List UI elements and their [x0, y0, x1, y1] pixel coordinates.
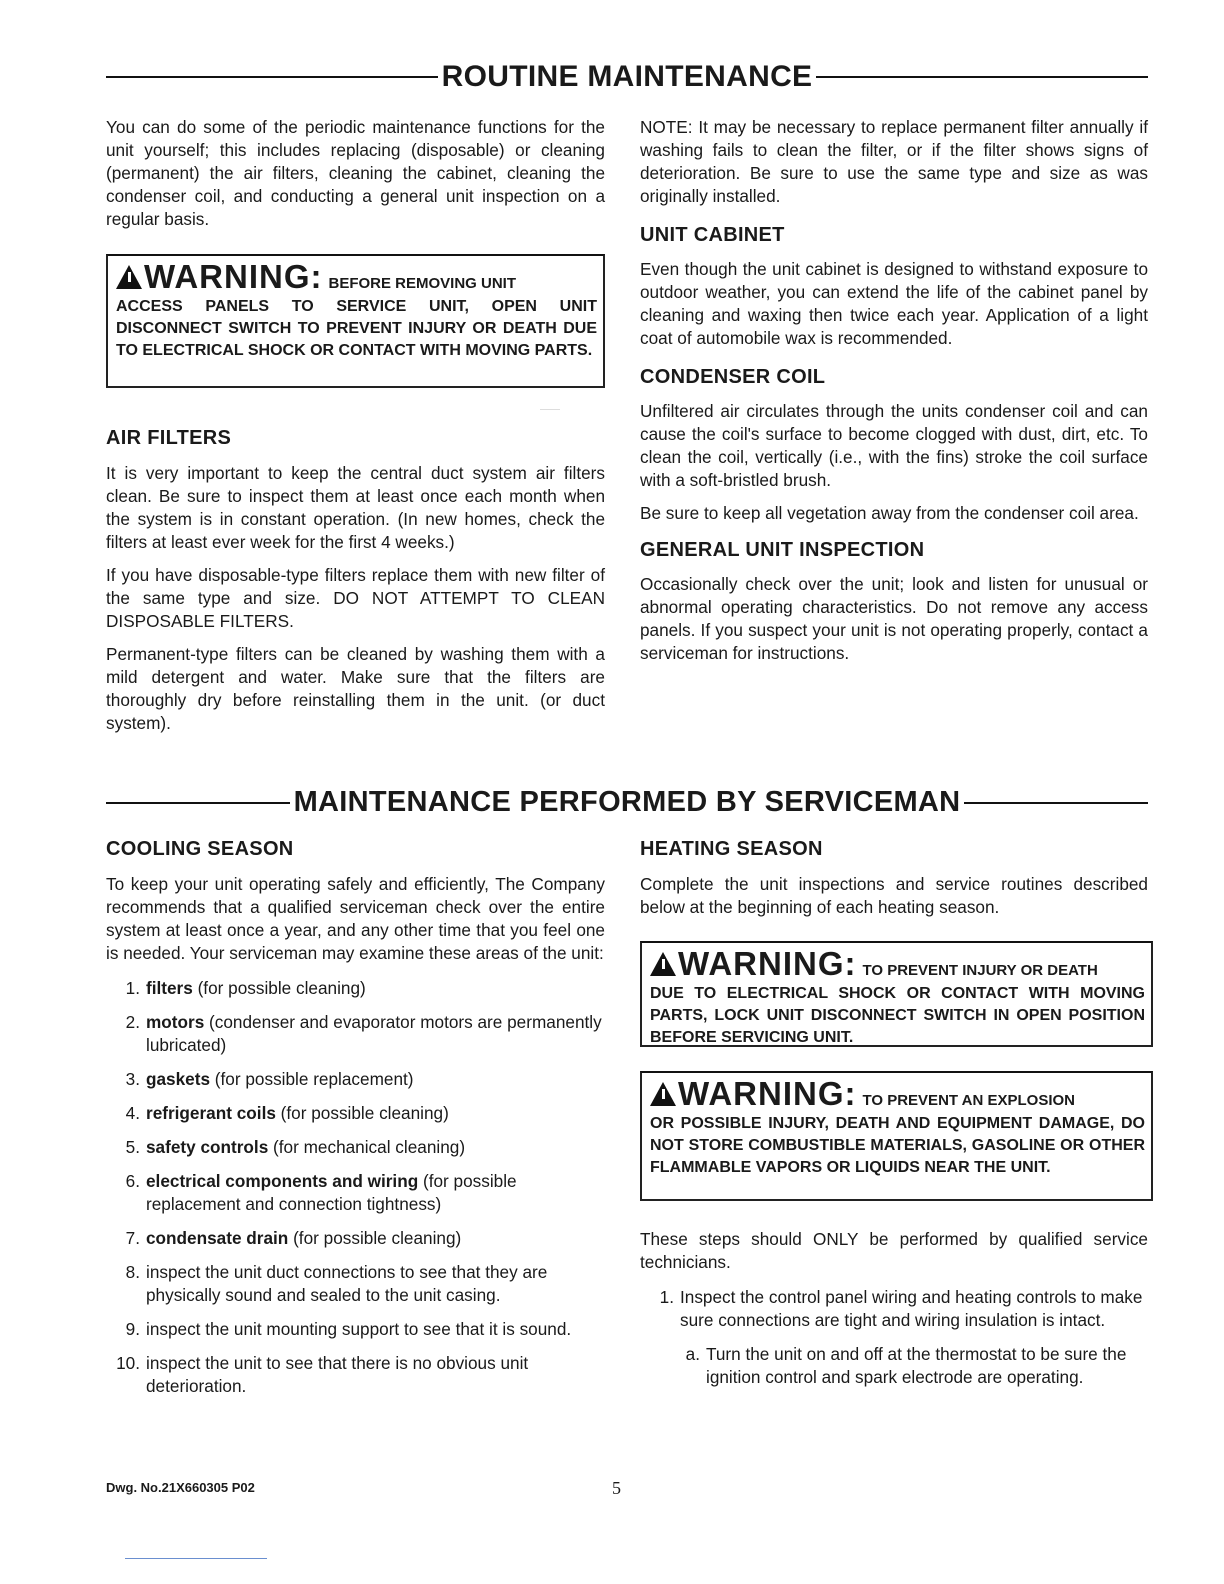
- item-keyword: refrigerant coils: [146, 1103, 276, 1123]
- item-text: [146, 1011, 605, 1057]
- item-detail: (for possible replacement): [210, 1069, 414, 1089]
- routine-right-column: [640, 116, 1148, 675]
- heating-steps: [640, 1228, 1148, 1400]
- item-detail: (for possible cleaning): [192, 978, 366, 998]
- item-number: 7.: [125, 1228, 140, 1248]
- cooling-season-section: [106, 838, 605, 1409]
- general-inspection-p1: Occasionally check over the unit; look and listen for unusual or abnormal operating characteristics. Do not remove any access panels. If you suspect your unit is not operating properly, contact a serviceman for instructions.: [640, 574, 1148, 663]
- routine-intro: You can do some of the periodic maintenance functions for the unit yourself; this includes replacing (disposable) or cleaning (permanent) the air filters, cleaning the cabinet, cleaning the condenser coil, and conducting a general unit inspection on a regular basis.: [106, 117, 605, 229]
- heating-season-heading: HEATING SEASON: [640, 838, 823, 860]
- item-number: 3.: [125, 1069, 140, 1089]
- bottom-rule: [125, 1558, 267, 1559]
- cooling-checklist-item: [106, 1068, 605, 1091]
- air-filters-heading: AIR FILTERS: [106, 427, 232, 449]
- item-text: [146, 1170, 605, 1216]
- condenser-coil-heading: CONDENSER COIL: [640, 366, 826, 388]
- warning-triangle-icon: [650, 1082, 676, 1106]
- item-keyword: safety controls: [146, 1137, 269, 1157]
- cooling-checklist-item: [106, 1136, 605, 1159]
- item-number: 4.: [125, 1103, 140, 1123]
- warning-word: WARNING:: [678, 945, 857, 982]
- warning-word: WARNING:: [678, 1075, 857, 1112]
- item-number: 5.: [125, 1137, 140, 1157]
- cooling-season-intro: To keep your unit operating safely and efficiently, The Company recommends that a qualified serviceman check over the entire system at least once a year, and any other time that you feel one is needed. Your serviceman may examine these areas of the unit:: [106, 874, 605, 963]
- heating-season-intro: Complete the unit inspections and service routines described below at the beginning of each heating season.: [640, 874, 1148, 917]
- air-filters-p3: Permanent-type filters can be cleaned by washing them with a mild detergent and water. Make sure that the filters are thoroughly dry before reinstalling them in the unit. (or duct system).: [106, 644, 605, 733]
- cooling-season-heading: COOLING SEASON: [106, 838, 294, 860]
- warning-heading: [650, 1075, 1145, 1113]
- item-number: 2.: [125, 1012, 140, 1032]
- unit-cabinet-heading: UNIT CABINET: [640, 224, 785, 246]
- warning-triangle-icon: [116, 265, 142, 289]
- item-text: [146, 1068, 605, 1091]
- item-text: [146, 1102, 605, 1125]
- item-number: 6.: [125, 1171, 140, 1191]
- heating-season-section: [640, 838, 1148, 929]
- heating-step-list: [640, 1286, 1148, 1389]
- warning-body: DUE TO ELECTRICAL SHOCK OR CONTACT WITH MOVING PARTS, LOCK UNIT DISCONNECT SWITCH IN OPEN POSITION BEFORE SERVICING UNIT.: [650, 985, 1145, 1046]
- warning-box-explosion: [640, 1071, 1153, 1201]
- warning-lead: TO PREVENT INJURY OR DEATH: [862, 962, 1098, 979]
- air-filters-p1: It is very important to keep the central duct system air filters clean. Be sure to inspect them at least once each month when the system is in constant operation. (In new homes, check the filters at least ever week for the first 4 weeks.): [106, 463, 605, 552]
- item-number: 9.: [125, 1319, 140, 1339]
- cooling-checklist: [106, 977, 605, 1398]
- cooling-checklist-item: [106, 1318, 605, 1341]
- cooling-checklist-item: [106, 977, 605, 1000]
- item-keyword: filters: [146, 978, 193, 998]
- item-number: 8.: [125, 1262, 140, 1282]
- warning-box-access-panels: [106, 254, 605, 388]
- item-keyword: electrical components and wiring: [146, 1171, 419, 1191]
- step-number: a.: [685, 1344, 700, 1364]
- warning-box-disconnect: [640, 941, 1153, 1047]
- cooling-checklist-item: [106, 1011, 605, 1057]
- item-text: [146, 1352, 605, 1398]
- item-text: [146, 1227, 605, 1250]
- item-detail: (condenser and evaporator motors are permanently lubricated): [146, 1012, 607, 1055]
- cooling-checklist-item: [106, 1227, 605, 1250]
- technicians-note: These steps should ONLY be performed by qualified service technicians.: [640, 1229, 1148, 1272]
- item-detail: (for possible cleaning): [288, 1228, 462, 1248]
- warning-triangle-icon: [650, 952, 676, 976]
- item-number: 1.: [125, 978, 140, 998]
- warning-body: OR POSSIBLE INJURY, DEATH AND EQUIPMENT DAMAGE, DO NOT STORE COMBUSTIBLE MATERIALS, GASOLINE OR OTHER FLAMMABLE VAPORS OR LIQUIDS NEAR THE UNIT.: [650, 1115, 1145, 1176]
- item-text: [146, 1261, 605, 1307]
- banner-rule-left: [106, 802, 290, 804]
- serviceman-maintenance-title: MAINTENANCE PERFORMED BY SERVICEMAN: [293, 786, 961, 818]
- warning-body: ACCESS PANELS TO SERVICE UNIT, OPEN UNIT DISCONNECT SWITCH TO PREVENT INJURY OR DEATH DUE TO ELECTRICAL SHOCK OR CONTACT WITH MOVING PARTS.: [116, 298, 597, 359]
- cooling-checklist-item: [106, 1170, 605, 1216]
- air-filters-p2: If you have disposable-type filters replace them with new filter of the same type and size. DO NOT ATTEMPT TO CLEAN DISPOSABLE FILTERS.: [106, 565, 605, 631]
- banner-rule-right: [816, 76, 1148, 78]
- cooling-checklist-item: [106, 1352, 605, 1398]
- heating-substep: [666, 1343, 1148, 1389]
- page-number: 5: [612, 1478, 621, 1498]
- serviceman-maintenance-banner: [106, 786, 1148, 819]
- item-detail: (for possible cleaning): [275, 1103, 449, 1123]
- warning-heading: [116, 258, 597, 296]
- item-detail: inspect the unit mounting support to see that it is sound.: [146, 1319, 572, 1339]
- routine-maintenance-title: ROUTINE MAINTENANCE: [441, 60, 813, 93]
- item-number: 10.: [116, 1353, 140, 1373]
- faint-mark: [540, 409, 560, 410]
- item-keyword: condensate drain: [146, 1228, 289, 1248]
- item-detail: (for possible replacement and connection tightness): [146, 1171, 522, 1214]
- routine-left-column: [106, 116, 605, 241]
- condenser-coil-p2: Be sure to keep all vegetation away from the condenser coil area.: [640, 503, 1139, 523]
- banner-rule-left: [106, 76, 438, 78]
- step-text: Turn the unit on and off at the thermostat to be sure the ignition control and spark electrode are operating.: [706, 1344, 1127, 1387]
- banner-rule-right: [964, 802, 1148, 804]
- warning-lead: TO PREVENT AN EXPLOSION: [862, 1092, 1076, 1109]
- air-filters-section: [106, 427, 605, 745]
- routine-maintenance-banner: [106, 60, 1148, 94]
- general-inspection-heading: GENERAL UNIT INSPECTION: [640, 539, 925, 561]
- item-text: [146, 1318, 605, 1341]
- item-keyword: gaskets: [146, 1069, 211, 1089]
- heating-step: [640, 1286, 1148, 1332]
- warning-word: WARNING:: [144, 258, 323, 295]
- cooling-checklist-item: [106, 1102, 605, 1125]
- step-text: Inspect the control panel wiring and heating controls to make sure connections are tight and wiring insulation is intact.: [680, 1287, 1143, 1330]
- step-number: 1.: [659, 1287, 674, 1307]
- item-keyword: motors: [146, 1012, 205, 1032]
- filter-note: NOTE: It may be necessary to replace permanent filter annually if washing fails to clean the filter, or if the filter shows signs of deterioration. Be sure to use the same type and size as was originally installed.: [640, 117, 1148, 206]
- item-text: [146, 977, 605, 1000]
- unit-cabinet-p1: Even though the unit cabinet is designed to withstand exposure to outdoor weather, you can extend the life of the cabinet panel by cleaning and waxing then twice each year. Application of a light coat of automobile wax is recommended.: [640, 259, 1148, 348]
- condenser-coil-p1: Unfiltered air circulates through the units condenser coil and can cause the coil's surface to become clogged with dust, dirt, etc. To clean the coil, vertically (i.e., with the fins) stroke the coil surface with a soft-bristled brush.: [640, 401, 1148, 490]
- item-text: [146, 1136, 605, 1159]
- item-detail: inspect the unit duct connections to see that they are physically sound and sealed to the unit casing.: [146, 1262, 553, 1305]
- drawing-number: Dwg. No.21X660305 P02: [106, 1480, 255, 1495]
- warning-lead: BEFORE REMOVING UNIT: [328, 275, 516, 292]
- warning-heading: [650, 945, 1145, 983]
- item-detail: (for mechanical cleaning): [268, 1137, 466, 1157]
- cooling-checklist-item: [106, 1261, 605, 1307]
- item-detail: inspect the unit to see that there is no obvious unit deterioration.: [146, 1353, 533, 1396]
